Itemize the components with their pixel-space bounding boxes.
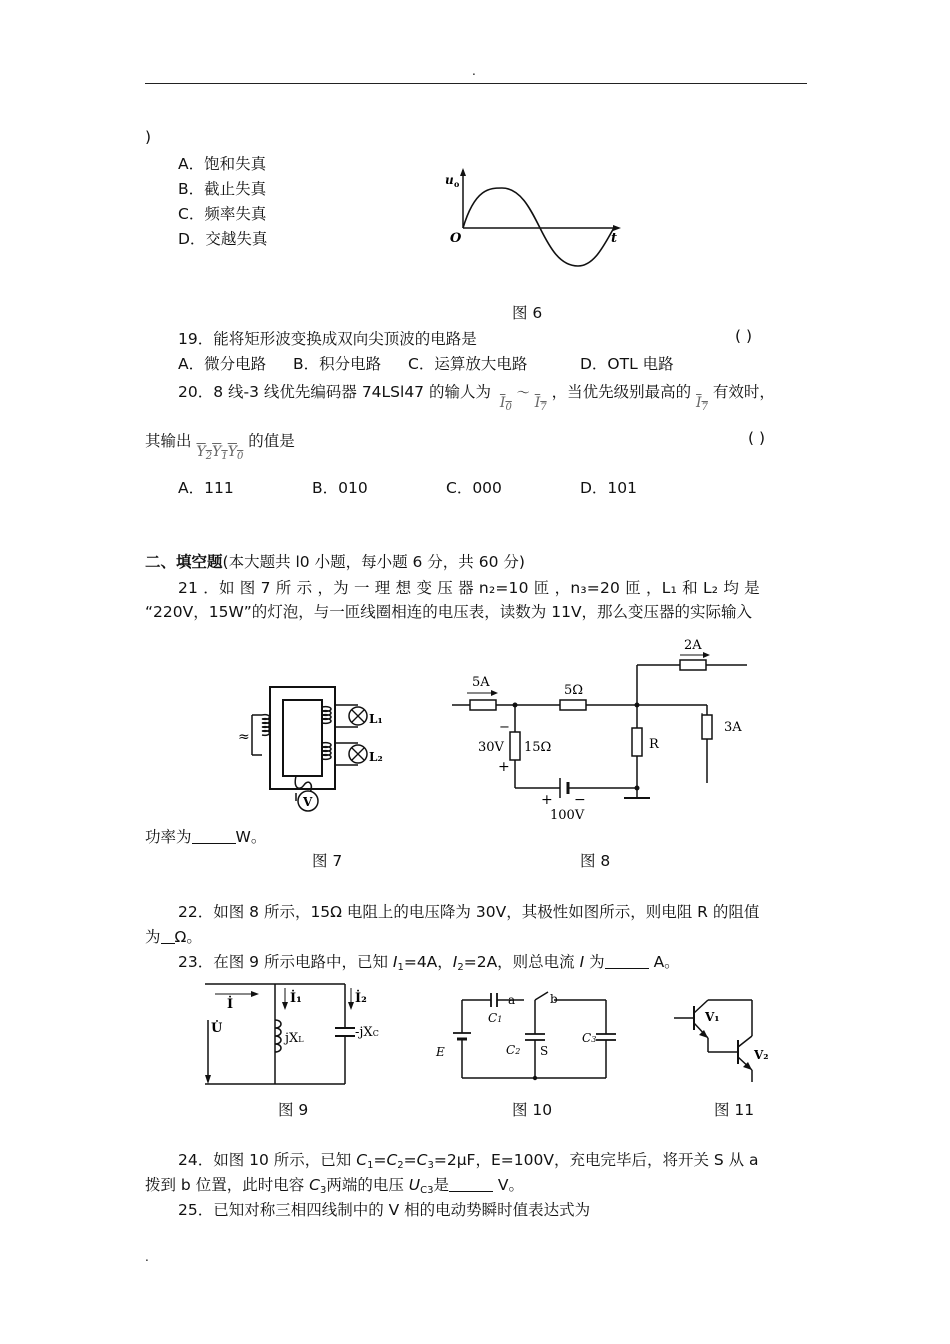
q20-symbol-output: $Y_2Y_1Y_0$ [196,444,244,462]
q18-tail: ) [145,128,152,146]
q20-symbol-i7: $I_7$ [534,395,547,413]
fig8-plus-bottom: + [498,759,510,775]
q24-line1: 24．如图 10 所示，已知 $C_1=C_2=C_3=2\mu F$，E=100V，充电完毕后，将开关 S 从 a [178,1151,759,1171]
fig8-v100: 100V [550,808,585,823]
q22-blank[interactable] [161,929,175,944]
figure-7-caption: 图 7 [312,852,343,870]
section2-heading: 二、填空题(本大题共 l0 小题，每小题 6 分，共 60 分) [145,553,525,571]
q20-stem-c: 有效时， [712,383,775,401]
fig6-origin: O [450,231,462,246]
figure-11-transistors [672,996,782,1086]
fig11-v1: V₁ [705,1010,720,1024]
q20-stem-a: 20．8 线-3 线优先编码器 74LSl47 的输人为 [178,383,491,401]
fig10-e: E [436,1045,445,1059]
q22-line1: 22．如图 8 所示，15Ω 电阻上的电压降为 30V，其极性如图所示，则电阻 R 的阻值 [178,903,760,921]
q21-line3: 功率为 W。 [145,828,267,846]
fig8-minus-battery: − [574,792,586,808]
q20-line2 [145,429,295,462]
figure-10-circuit [436,990,616,1080]
fig8-r-top: 5Ω [564,683,584,698]
fig8-v30: 30V [478,740,504,755]
fig9-u: U̇ [211,1021,223,1036]
fig10-c1: C1 [488,1011,503,1025]
fig8-r: R [649,737,659,752]
fig6-y-label: u [445,173,454,187]
q20-option-c: C．000 [446,479,502,497]
fig9-xl: jXL [285,1031,304,1046]
figure-8-circuit [452,633,752,823]
q20-tilde: ～ [516,386,530,401]
q21-blank[interactable] [192,829,236,844]
q20-stem-e: 的值是 [248,432,295,450]
figure-6-caption: 图 6 [512,304,543,322]
header-rule [145,83,807,84]
fig6-x-label: t [611,231,618,246]
q20-line1 [178,380,775,413]
fig10-s: S [540,1044,549,1058]
fig7-meter-label: V [303,795,313,809]
q19-option-c: C．运算放大电路 [408,355,528,373]
q18-option-a: A．饱和失真 [178,155,267,173]
q20-stem-b: ，当优先级别最高的 [551,383,692,401]
q19-stem: 19．能将矩形波变换成双向尖顶波的电路是 [178,330,477,348]
figure-11-caption: 图 11 [714,1101,755,1119]
q19-option-b: B．积分电路 [293,355,382,373]
q22-line2: 为 Ω。 [145,928,202,946]
fig8-i-right: 3A [724,720,742,735]
figure-8-caption: 图 8 [580,852,611,870]
q21-line2: “220V，15W”的灯泡，与一匝线圈相连的电压表，读数为 11V，那么变压器的实际输入 [145,603,753,621]
q19-paren: ( ) [735,327,753,345]
q19-option-d: D．OTL 电路 [580,355,674,373]
fig11-v2: V₂ [754,1048,769,1062]
q21-line1: 21 ．如 图 7 所 示 ，为 一 理 想 变 压 器 n₂=10 匝 ，n₃=20 匝 ，L₁ 和 L₂ 均 是 [178,579,760,597]
figure-9-circuit [205,980,395,1090]
fig7-l2-label: L₂ [369,750,383,764]
fig10-a: a [508,993,516,1007]
fig8-r15: 15Ω [524,740,552,755]
fig10-c2: C2 [506,1043,521,1057]
fig9-i: İ [227,997,234,1012]
fig8-plus-battery: + [541,792,553,808]
figure-10-caption: 图 10 [512,1101,553,1119]
q20-option-a: A．111 [178,479,234,497]
fig8-i-left: 5A [472,675,490,690]
q20-option-b: B．010 [312,479,368,497]
fig8-minus-top: − [499,720,510,735]
q24-line2: 拨到 b 位置，此时电容 $C_3$两端的电压 $U_{C3}$是 V。 [145,1176,525,1196]
q20-symbol-i0: $I_0$ [499,395,512,413]
fig9-i2: İ₂ [355,991,367,1006]
fig6-y-sub: o [454,179,460,189]
fig9-xc: -jXC [355,1025,379,1040]
header-dot: . [472,64,476,78]
q23-text: 23．在图 9 所示电路中，已知 $I_1=4A$，$I_2=2A$，则总电流 I 为 A。 [178,953,680,973]
q25-text: 25．已知对称三相四线制中的 V 相的电动势瞬时值表达式为 [178,1201,591,1219]
fig10-c3: C3 [582,1031,597,1045]
fig9-i1: İ₁ [290,991,302,1006]
figure-9-caption: 图 9 [278,1101,309,1119]
q20-stem-d: 其输出 [145,432,192,450]
q20-symbol-i7-b: $I_7$ [696,395,708,413]
fig10-b: b [550,992,558,1006]
q24-blank[interactable] [449,1177,493,1192]
fig7-ac-source-icon: ≈ [238,729,250,745]
figure-6-sine-wave [445,168,635,268]
figure-7-transformer [238,685,383,815]
fig8-i-top: 2A [684,638,702,653]
q18-option-c: C．频率失真 [178,205,267,223]
fig7-l1-label: L₁ [369,712,383,726]
q23-blank[interactable] [605,954,649,969]
footer-dot: . [145,1250,149,1264]
q19-option-a: A．微分电路 [178,355,267,373]
q20-option-d: D．101 [580,479,638,497]
q20-paren: ( ) [748,429,766,447]
q18-option-b: B．截止失真 [178,180,267,198]
q18-option-d: D．交越失真 [178,230,268,248]
